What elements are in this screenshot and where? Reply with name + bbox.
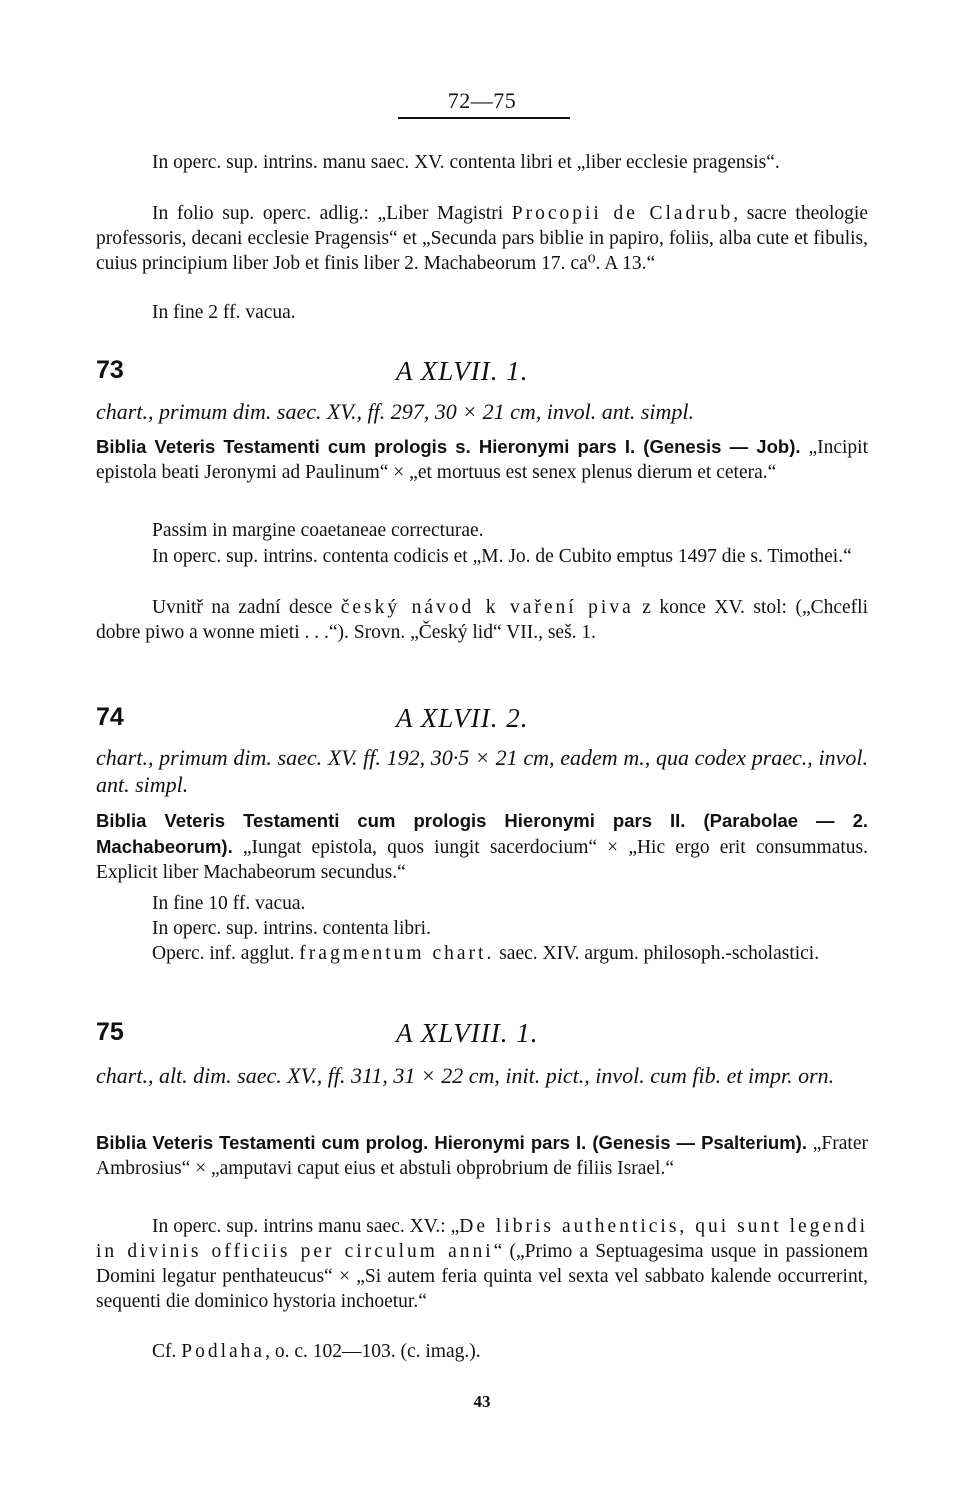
entry-75-note-1-end: “ („Primo a Septuagesima usque in passionem Domini legatur penthateucus“ × „Si autem feria quinta vel sexta vel sabbato kalende occurrerint, sequenti die dominico hystoria inchoetur.“ (96, 1241, 868, 1312)
entry-73-note-3 (96, 595, 868, 645)
entry-74-shelfmark: A XLVII. 2. (396, 703, 529, 733)
intro-p2-end: , sacre theologie professoris, decani ecclesie Pragensis“ et „Secunda pars biblie in papiro, foliis, alba cute et fibulis, cuius principium liber Job et finis liber 2. Machabeorum 17. ca⁰. A 13.“ (96, 203, 868, 274)
entry-75-note-2-end: , o. c. 102—103. (c. imag.). (265, 1341, 481, 1362)
entry-73-note-3-spaced: český návod k vaření piva (340, 597, 634, 618)
entry-74-title-paragraph (96, 808, 868, 885)
entry-73-note-3-start: Uvnitř na zadní desce (152, 597, 341, 618)
entry-74-note-3-end: saec. XIV. argum. philosoph.-scholastici. (494, 943, 820, 964)
entry-75-number: 75 (96, 1018, 124, 1046)
entry-73-note-1: Passim in margine coaetaneae correcturae. (152, 520, 484, 541)
entry-74-description: chart., primum dim. saec. XV. ff. 192, 30·5 × 21 cm, eadem m., qua codex praec., invol. ant. simpl. (96, 745, 868, 797)
entry-74-note-3 (96, 941, 868, 966)
entry-75-note-2-spaced: Podlaha (181, 1341, 266, 1362)
entry-75-note-2-start: Cf. (152, 1341, 182, 1362)
entry-75-incipit: „Frater Ambrosius“ × „amputavi caput eius et abstuli obprobrium de filiis Israel.“ (96, 1133, 868, 1179)
intro-paragraph-2 (96, 201, 868, 276)
entry-73-title-paragraph (96, 434, 868, 485)
entry-73-note-3-end: z konce XV. stol: („Chcefli dobre piwo a wonne mieti . . .“). Srovn. „Český lid“ VII., seš. 1. (96, 597, 868, 643)
intro-p2-name: Procopii de Cladrub (511, 203, 734, 224)
entry-74-note-3-start: Operc. inf. agglut. (152, 943, 300, 964)
entry-75-note-1 (96, 1214, 868, 1314)
entry-75-shelfmark: A XLVIII. 1. (396, 1018, 539, 1048)
intro-paragraph-1: In operc. sup. intrins. manu saec. XV. contenta libri et „liber ecclesie pragensis“. (152, 152, 780, 173)
entry-73-description: chart., primum dim. saec. XV., ff. 297, 30 × 21 cm, invol. ant. simpl. (96, 399, 695, 424)
entry-75-description: chart., alt. dim. saec. XV., ff. 311, 31 × 22 cm, init. pict., invol. cum fib. et impr. orn. (96, 1063, 835, 1088)
entry-73-number: 73 (96, 356, 124, 384)
page-header-range: 72—75 (447, 88, 517, 113)
entry-73-title: Biblia Veteris Testamenti cum prologis s. Hieronymi pars I. (Genesis — Job). (96, 436, 801, 457)
entry-73-incipit: „Incipit epistola beati Jeronymi ad Paulinum“ × „et mortuus est senex plenus dierum et cetera.“ (96, 437, 868, 483)
header-rule (398, 117, 570, 119)
entry-75-note-1-spaced: De libris authenticis, qui sunt legendi in divinis officiis per circulum anni (96, 1216, 868, 1262)
entry-74-incipit: „Iungat epistola, quos iungit sacerdocium“ × „Hic ergo erit consummatus. Explicit liber Machabeorum secundus.“ (96, 837, 868, 883)
entry-74-note-1: In fine 10 ff. vacua. (152, 893, 306, 914)
entry-74-note-3-spaced: fragmentum chart. (299, 943, 495, 964)
intro-p2-start: In folio sup. operc. adlig.: „Liber Magistri (152, 203, 512, 224)
entry-73-shelfmark: A XLVII. 1. (396, 356, 529, 386)
entry-74-title: Biblia Veteris Testamenti cum prologis Hieronymi pars II. (Parabolae — 2. Machabeorum). (96, 810, 868, 857)
intro-paragraph-3: In fine 2 ff. vacua. (152, 302, 296, 323)
entry-75-title-paragraph (96, 1130, 868, 1181)
entry-75-note-1-start: In operc. sup. intrins manu saec. XV.: „ (152, 1216, 460, 1237)
page-number: 43 (473, 1392, 491, 1411)
entry-74-number: 74 (96, 703, 124, 731)
entry-73-note-2: In operc. sup. intrins. contenta codicis et „M. Jo. de Cubito emptus 1497 die s. Timothei.“ (152, 546, 852, 567)
entry-74-note-2: In operc. sup. intrins. contenta libri. (152, 918, 431, 939)
entry-75-note-2 (96, 1339, 868, 1364)
entry-75-title: Biblia Veteris Testamenti cum prolog. Hieronymi pars I. (Genesis — Psalterium). (96, 1132, 807, 1153)
